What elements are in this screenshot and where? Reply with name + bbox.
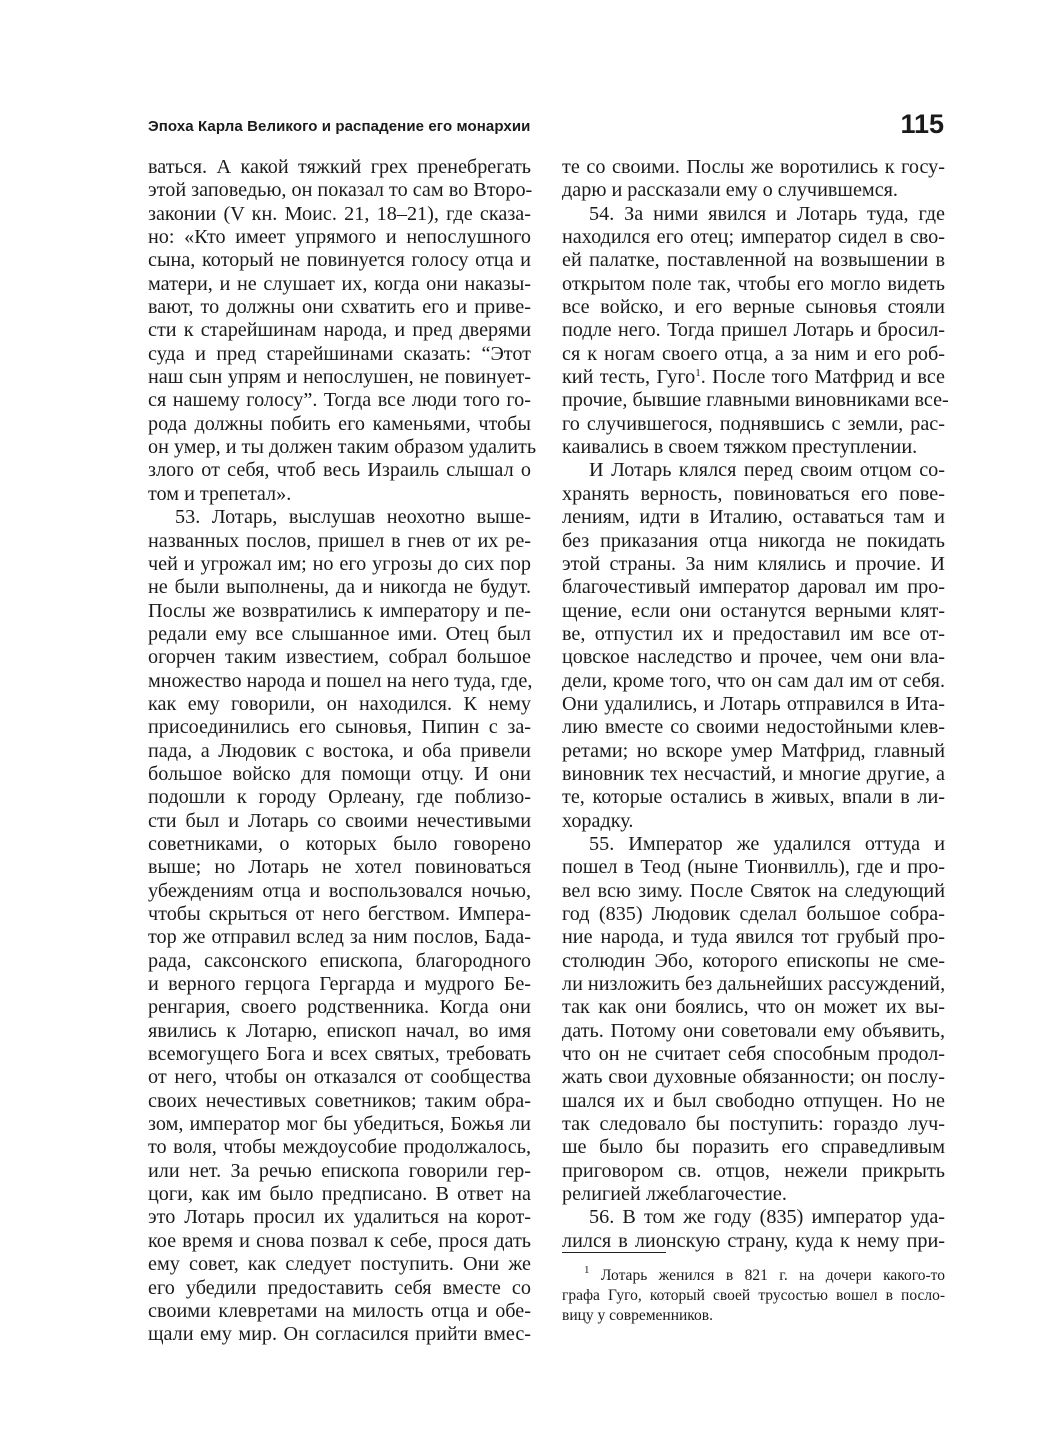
- text-line: виновник тех несчастий, и многие другие, а: [562, 762, 945, 785]
- text-line: вел всю зиму. После Святок на следующий: [562, 879, 945, 902]
- text-line: подле него. Тогда пришел Лотарь и бросил-: [562, 319, 945, 342]
- text-run: . После того Матфрид и все: [700, 366, 945, 389]
- text-line: И Лотарь клялся перед своим отцом со-: [589, 459, 945, 482]
- text-line: те, которые остались в живых, впали в ли-: [562, 786, 945, 809]
- text-line: лениям, идти в Италию, оставаться там и: [562, 506, 945, 529]
- footnote-line: графа Гуго, который своей трусостью вошел в посло-: [562, 1287, 945, 1304]
- text-line: этой страны. За ним клялись и прочие. И: [562, 552, 945, 575]
- text-line: приговором св. отцов, нежели прикрыть: [562, 1159, 945, 1182]
- text-line: зом, император мог бы убедиться, Божья ли: [148, 1113, 531, 1136]
- text-line: 55. Император же удалился оттуда и: [589, 832, 945, 855]
- text-line: рода должны побить его каменьями, чтобы: [148, 412, 531, 435]
- footnote: [562, 1266, 945, 1326]
- text-line: благочестивый император даровал им про-: [562, 576, 945, 599]
- text-line: ше было бы поразить его справедливым: [562, 1136, 945, 1159]
- text-line: кое время и снова позвал к себе, прося дать: [148, 1229, 531, 1252]
- text-line: то воля, чтобы междоусобие продолжалось,: [148, 1136, 531, 1159]
- text-line: всемогущего Бога и всех святых, требовать: [148, 1043, 531, 1066]
- text-line: щение, если они останутся верными клят-: [562, 599, 945, 622]
- left-column: [148, 156, 537, 1347]
- text-line: ренгария, своего родственника. Когда они: [148, 996, 531, 1019]
- text-line: сти к старейшинам народа, и пред дверями: [148, 319, 531, 342]
- text-line: ние народа, и туда явился тот грубый про-: [562, 926, 945, 949]
- text-line: 56. В том же году (835) император уда-: [589, 1206, 945, 1229]
- text-line: наш сын упрям и непослушен, не повинует-: [148, 366, 531, 389]
- text-line: не были выполнены, да и никогда не будут.: [148, 576, 531, 599]
- text-line: дарю и рассказали ему о случившемся.: [562, 179, 898, 202]
- text-line: пада, а Людовик с востока, и оба привели: [148, 739, 531, 762]
- text-line: открытом поле так, чтобы его могло видеть: [562, 272, 945, 295]
- text-line: столюдин Эбо, которого епископы не сме-: [562, 949, 945, 972]
- text-line: каивались в своем тяжком преступлении.: [562, 436, 918, 459]
- text-line: шался их и был свободно отпущен. Но не: [562, 1089, 945, 1112]
- text-line: сти был и Лотарь со своими нечестивыми: [148, 809, 531, 832]
- text-line: цоги, как им было предписано. В ответ на: [148, 1183, 531, 1206]
- text-line: этой заповедью, он показал то сам во Второ-: [148, 179, 533, 202]
- footnote-line: вицу у современников.: [562, 1307, 713, 1324]
- text-line: пошел в Теод (ныне Тионвилль), где и про-: [562, 856, 945, 879]
- text-line: дели, кроме того, что он сам дал им от себя.: [562, 669, 945, 692]
- text-line: лился в лионскую страну, куда к нему при-: [562, 1229, 945, 1252]
- text-line: ся нашему голосу”. Тогда все люди того го-: [148, 389, 531, 412]
- text-line: чтобы скрыться от него бегством. Импера-: [148, 903, 531, 925]
- text-line: хорадку.: [562, 809, 634, 832]
- text-line: прочие, бывшие главными виновниками все-: [562, 389, 949, 412]
- text-line: это Лотарь просил их удалиться на корот-: [148, 1206, 531, 1229]
- text-line: или нет. За речью епископа говорили гер-: [148, 1159, 531, 1182]
- text-line: ве, отпустил их и предоставил им все от-: [562, 622, 945, 645]
- text-line: ему совет, как следует поступить. Они же: [148, 1253, 531, 1276]
- text-line: злого от себя, чтоб весь Израиль слышал о: [148, 459, 531, 482]
- text-line: его убедили предоставить себя вместе со: [148, 1276, 531, 1299]
- page-number: 115: [900, 109, 944, 139]
- text-line: находился его отец; император сидел в сво-: [562, 226, 945, 249]
- text-line: законии (V кн. Моис. 21, 18–21), где сказа-: [148, 202, 531, 225]
- running-title: Эпоха Карла Великого и распадение его монархии: [148, 118, 531, 135]
- text-line: ваться. А какой тяжкий грех пренебрегать: [148, 156, 531, 178]
- footnote-marker: 1: [584, 1264, 590, 1276]
- text-line: от него, чтобы он отказался от сообщества: [148, 1066, 531, 1089]
- right-column: [562, 156, 949, 1253]
- text-line: Они удалились, и Лотарь отправился в Ита-: [562, 692, 945, 715]
- text-line: те со своими. Послы же воротились к госу-: [562, 156, 945, 178]
- text-line: редали ему все слышанное ими. Отец был: [148, 622, 531, 645]
- footnote-line: [562, 1266, 945, 1286]
- footnote-separator: [562, 1252, 666, 1253]
- footnote-reference: 1: [695, 367, 701, 380]
- text-run: кий тесть, Гуго: [562, 366, 696, 389]
- text-line: явились к Лотарю, епископ начал, во имя: [148, 1019, 531, 1042]
- text-line: убеждениям отца и воспользовался ночью,: [148, 879, 531, 902]
- text-line: том и трепетал».: [148, 482, 292, 505]
- text-line: своими клевретами на милость отца и обе-: [148, 1299, 531, 1322]
- text-line: что он не считает себя способным продол-: [562, 1043, 945, 1066]
- text-line: тор же отправил вслед за ним послов, Бада-: [148, 926, 531, 949]
- text-line: вают, то должны они схватить его и приве-: [148, 296, 531, 319]
- text-line: подошли к городу Орлеану, где поблизо-: [148, 786, 531, 809]
- text-line: щали ему мир. Он согласился прийти вмес-: [148, 1323, 531, 1346]
- text-line: как ему говорили, он находился. К нему: [148, 692, 531, 715]
- text-line: хранять верность, повиноваться его пове-: [562, 482, 945, 505]
- text-line: суда и пред старейшинами сказать: “Этот: [148, 342, 531, 365]
- text-line: ся к ногам своего отца, а за ним и его роб-: [562, 342, 945, 365]
- text-line: чей и угрожал им; но его угрозы до сих пор: [148, 552, 531, 575]
- text-line: ли низложить без дальнейших рассуждений,: [562, 973, 946, 996]
- text-line: присоединились его сыновья, Пипин с за-: [148, 716, 531, 739]
- text-line: Послы же возвратились к императору и пе-: [148, 599, 531, 622]
- text-line: 54. За ними явился и Лотарь туда, где: [589, 202, 945, 225]
- text-line: лию вместе со своими недостойными клев-: [562, 716, 945, 739]
- text-line: советниками, о которых было говорено: [148, 832, 531, 855]
- text-line: цовское наследство и прочее, чем они вла-: [562, 646, 945, 669]
- text-line: религией лжеблагочестие.: [562, 1183, 787, 1206]
- text-line: но: «Кто имеет упрямого и непослушного: [148, 226, 531, 249]
- text-line: год (835) Людовик сделал большое собра-: [562, 903, 945, 925]
- text-line: огорчен таким известием, собрал большое: [148, 646, 531, 669]
- text-line: сына, который не повинуется голосу отца и: [148, 249, 531, 272]
- text-line: он умер, и ты должен таким образом удалить: [148, 436, 537, 459]
- text-line: так следовало бы поступить: гораздо луч-: [562, 1113, 945, 1136]
- text-line: [562, 366, 945, 389]
- text-line: выше; но Лотарь не хотел повиноваться: [148, 856, 531, 879]
- text-line: ей палатке, поставленной на возвышении в: [562, 249, 945, 272]
- text-line: ретами; но вскоре умер Матфрид, главный: [562, 739, 945, 762]
- text-line: 53. Лотарь, выслушав неохотно выше-: [175, 506, 531, 529]
- text-line: го случившегося, поднявшись с земли, рас-: [562, 412, 945, 435]
- text-line: рада, саксонского епископа, благородного: [148, 949, 531, 972]
- text-line: так как они боялись, что он может их вы-: [562, 996, 945, 1019]
- text-line: множество народа и пошел на него туда, где,: [148, 669, 533, 692]
- text-line: матери, и не слушает их, когда они наказы-: [148, 272, 531, 295]
- text-line: дать. Потому они советовали ему объявить,: [562, 1019, 945, 1042]
- text-line: названных послов, пришел в гнев от их ре-: [148, 529, 531, 552]
- text-line: большое войско для помощи отцу. И они: [148, 762, 531, 785]
- text-line: все войско, и его верные сыновья стояли: [562, 296, 945, 319]
- text-line: без приказания отца никогда не покидать: [562, 529, 945, 552]
- text-line: своих нечестивых советников; таким обра-: [148, 1089, 531, 1112]
- text-line: жать свои духовные обязанности; он послу-: [562, 1066, 945, 1089]
- text-line: и верного герцога Гергарда и мудрого Бе-: [148, 973, 531, 996]
- page-header: [148, 109, 944, 148]
- text-run: Лотарь женился в 821 г. на дочери какого-то: [589, 1267, 945, 1284]
